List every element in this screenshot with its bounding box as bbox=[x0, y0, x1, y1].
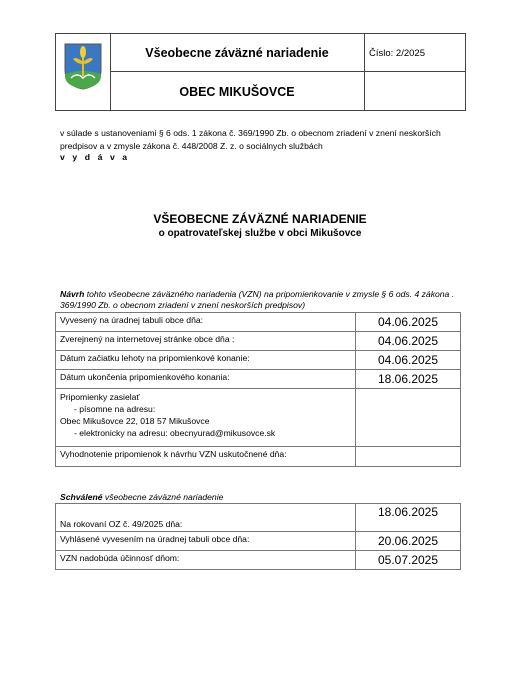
row-label: Vyhlásené vyvesením na úradnej tabuli obce dňa: bbox=[56, 532, 356, 551]
row-value: 04.06.2025 bbox=[356, 313, 461, 332]
row-label: Dátum začiatku lehoty na pripomienkové konanie: bbox=[56, 351, 356, 370]
municipality-name: OBEC MIKUŠOVCE bbox=[179, 84, 295, 99]
approved-note-bold: Schválené bbox=[60, 492, 103, 502]
document-number: Číslo: 2/2025 bbox=[369, 48, 425, 59]
approved-note bbox=[60, 492, 223, 502]
row-value-empty bbox=[356, 389, 461, 447]
table-row bbox=[56, 389, 461, 447]
approved-note-text: všeobecne záväzné nariadenie bbox=[102, 492, 224, 502]
row-value: 20.06.2025 bbox=[356, 532, 461, 551]
table-row bbox=[56, 447, 461, 467]
legal-basis-text: v súlade s ustanoveniami § 6 ods. 1 zákona č. 369/1990 Zb. o obecnom zriadení v znení neskorších predpisov a v zmysle zákona č. 448/2008 Z. z. o sociálnych službách bbox=[60, 128, 441, 151]
row-label: Na rokovaní OZ č. 49/2025 dňa: bbox=[56, 504, 356, 532]
row-value: 18.06.2025 bbox=[356, 370, 461, 389]
table-row bbox=[56, 504, 461, 532]
row-value-empty bbox=[356, 447, 461, 467]
row-label: Dátum ukončenia pripomienkového konania: bbox=[56, 370, 356, 389]
table-row bbox=[56, 332, 461, 351]
comments-line: Obec Mikušovce 22, 018 57 Mikušovce bbox=[60, 416, 210, 426]
table-row bbox=[56, 551, 461, 570]
table-row bbox=[56, 313, 461, 332]
row-label: Vyhodnotenie pripomienok k návrhu VZN uskutočnené dňa: bbox=[56, 447, 356, 467]
comments-line: Pripomienky zasielať bbox=[60, 392, 140, 402]
row-value: 04.06.2025 bbox=[356, 332, 461, 351]
document-type-title: Všeobecne záväzné nariadenie bbox=[145, 45, 329, 60]
table-row bbox=[56, 351, 461, 370]
row-value: 18.06.2025 bbox=[356, 504, 461, 532]
row-label: Vyvesený na úradnej tabuli obce dňa: bbox=[56, 313, 356, 332]
draft-dates-table bbox=[55, 312, 461, 467]
header-table bbox=[55, 33, 466, 111]
regulation-subtitle: o opatrovateľskej službe v obci Mikušovce bbox=[158, 228, 362, 239]
row-value: 05.07.2025 bbox=[356, 551, 461, 570]
comments-cell bbox=[56, 389, 356, 447]
regulation-title: VŠEOBECNE ZÁVÄZNÉ NARIADENIE bbox=[153, 212, 367, 226]
approval-dates-table bbox=[55, 503, 461, 570]
comments-line: - písomne na adresu: bbox=[74, 404, 156, 414]
coat-of-arms-icon bbox=[63, 42, 103, 90]
table-row bbox=[56, 370, 461, 389]
draft-note bbox=[60, 289, 470, 311]
draft-note-text: tohto všeobecne záväzného nariadenia (VZN) na pripomienkovanie v zmysle § 6 ods. 4 zákona . 369/1990 Zb. o obecnom zriadení v znení neskorších predpisov) bbox=[60, 289, 455, 310]
comments-line: - elektronicky na adresu: obecnyurad@mikusovce.sk bbox=[74, 428, 276, 438]
issues-label: v y d á v a bbox=[60, 152, 130, 162]
draft-note-bold: Návrh bbox=[60, 289, 85, 299]
table-row bbox=[56, 532, 461, 551]
row-label: VZN nadobúda účinnosť dňom: bbox=[56, 551, 356, 570]
row-value: 04.06.2025 bbox=[356, 351, 461, 370]
row-label: Zverejnený na internetovej stránke obce dňa : bbox=[56, 332, 356, 351]
